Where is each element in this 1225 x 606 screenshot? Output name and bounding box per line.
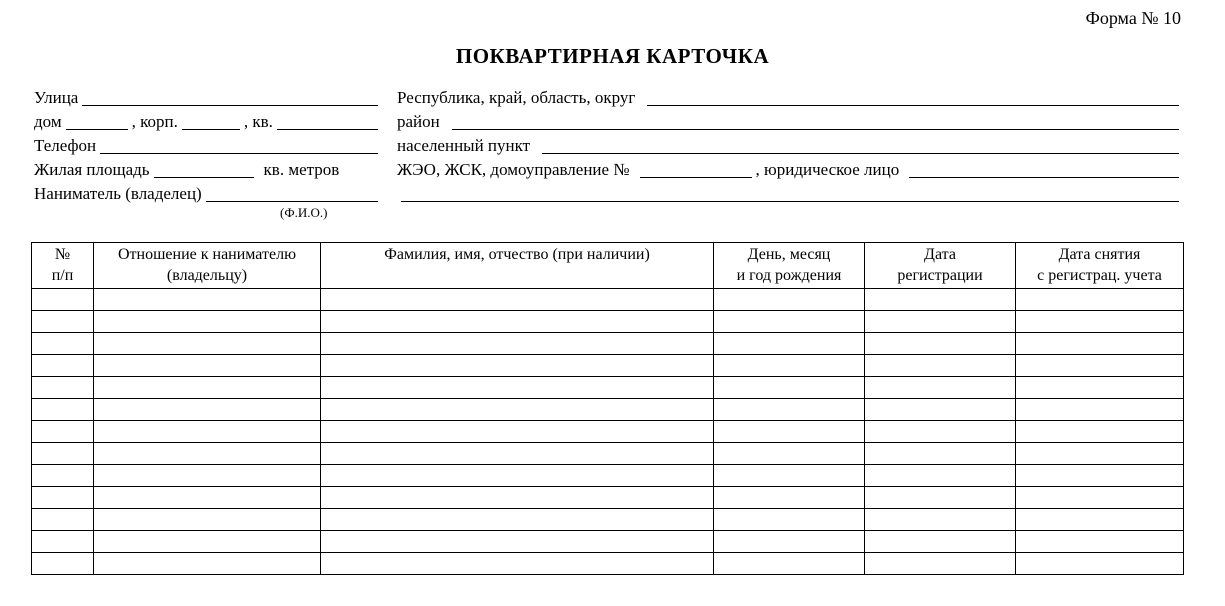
table-cell[interactable] [321,487,714,509]
table-cell[interactable] [714,399,865,421]
table-cell[interactable] [32,399,94,421]
apartment-field[interactable] [277,111,378,130]
table-cell[interactable] [1016,421,1184,443]
header-line: (владельцу) [166,267,248,284]
header-line: регистрации [897,267,983,284]
extra-line-field[interactable] [401,183,1179,202]
table-cell[interactable] [714,553,865,575]
living-area-label: Жилая площадь [34,160,150,179]
table-cell[interactable] [714,465,865,487]
table-cell[interactable] [94,509,321,531]
table-cell[interactable] [865,509,1016,531]
col-fullname-header [321,243,714,289]
street-label: Улица [34,88,79,107]
house-label: дом [34,112,62,131]
table-cell[interactable] [714,311,865,333]
tenant-row [34,180,382,204]
table-cell[interactable] [321,289,714,311]
table-cell[interactable] [32,531,94,553]
header-line: п/п [51,267,74,284]
header-line: Отношение к нанимателю [117,246,297,263]
table-cell[interactable] [321,421,714,443]
phone-label: Телефон [34,136,97,155]
table-row [32,399,1184,421]
table-row [32,421,1184,443]
table-cell[interactable] [94,421,321,443]
housing-office-label: ЖЭО, ЖСК, домоуправление № [397,160,630,179]
living-area-field[interactable] [154,159,254,178]
phone-field[interactable] [100,135,378,154]
table-cell[interactable] [321,465,714,487]
building-field[interactable] [182,111,240,130]
form-number: Форма № 10 [1085,8,1181,28]
table-cell[interactable] [1016,487,1184,509]
table-row [32,553,1184,575]
region-field[interactable] [647,87,1179,106]
table-cell[interactable] [1016,289,1184,311]
table-row [32,377,1184,399]
district-field[interactable] [452,111,1179,130]
apartment-label: , кв. [243,112,273,131]
street-field[interactable] [82,87,378,106]
tenant-field[interactable] [206,183,378,202]
table-cell[interactable] [94,355,321,377]
table-cell[interactable] [1016,377,1184,399]
header-line: Дата [924,246,956,263]
table-cell[interactable] [321,443,714,465]
table-cell[interactable] [321,333,714,355]
table-cell[interactable] [94,399,321,421]
locality-label: населенный пункт [397,136,531,155]
table-cell[interactable] [32,333,94,355]
house-field[interactable] [66,111,128,130]
col-birthdate-header [714,243,865,289]
table-cell[interactable] [32,487,94,509]
table-cell[interactable] [321,399,714,421]
table-cell[interactable] [32,553,94,575]
col-relation-header [94,243,321,289]
table-cell[interactable] [94,311,321,333]
table-cell[interactable] [865,355,1016,377]
table-cell[interactable] [32,465,94,487]
residents-table [31,242,1184,575]
region-row [397,84,1183,108]
table-cell[interactable] [865,311,1016,333]
page-title: ПОКВАРТИРНАЯ КАРТОЧКА [455,44,770,68]
table-cell[interactable] [32,443,94,465]
table-cell[interactable] [1016,443,1184,465]
table-cell[interactable] [1016,355,1184,377]
table-cell[interactable] [865,531,1016,553]
table-cell[interactable] [321,377,714,399]
tenant-label: Наниматель (владелец) [34,184,202,203]
table-row [32,289,1184,311]
table-cell[interactable] [1016,311,1184,333]
living-area-row [34,156,382,180]
table-row [32,443,1184,465]
table-cell[interactable] [714,531,865,553]
table-cell[interactable] [714,509,865,531]
table-cell[interactable] [94,289,321,311]
phone-row [34,132,382,156]
house-row [34,108,382,132]
col-deregistration-date-header [1016,243,1184,289]
table-cell[interactable] [94,553,321,575]
building-label: , корп. [131,112,178,131]
region-label: Республика, край, область, округ [397,88,636,107]
table-cell[interactable] [865,421,1016,443]
table-cell[interactable] [865,487,1016,509]
table-cell[interactable] [865,553,1016,575]
tenant-hint: (Ф.И.О.) [280,205,328,220]
table-cell[interactable] [321,553,714,575]
table-cell[interactable] [32,377,94,399]
table-row [32,355,1184,377]
table-cell[interactable] [865,289,1016,311]
header-line: Фамилия, имя, отчество (при наличии) [384,246,650,263]
table-cell[interactable] [321,311,714,333]
table-cell[interactable] [714,421,865,443]
table-cell[interactable] [1016,531,1184,553]
district-row [397,108,1183,132]
header-line: и год рождения [736,267,842,284]
table-header-row [32,243,1184,289]
table-body [32,289,1184,575]
table-cell[interactable] [94,443,321,465]
col-registration-date-header [865,243,1016,289]
table-cell[interactable] [94,487,321,509]
table-cell[interactable] [714,443,865,465]
table-row [32,531,1184,553]
table-cell[interactable] [714,289,865,311]
table-cell[interactable] [321,531,714,553]
table-cell[interactable] [321,355,714,377]
table-cell[interactable] [32,311,94,333]
table-cell[interactable] [321,509,714,531]
header-line: День, месяц [747,246,831,263]
table-cell[interactable] [94,465,321,487]
table-row [32,509,1184,531]
table-cell[interactable] [94,333,321,355]
housing-office-row [397,156,1183,180]
table-cell[interactable] [1016,553,1184,575]
table-cell[interactable] [32,509,94,531]
street-row [34,84,382,108]
table-cell[interactable] [1016,465,1184,487]
header-line: № [54,246,71,263]
locality-row [397,132,1183,156]
table-cell[interactable] [865,443,1016,465]
locality-field[interactable] [542,135,1179,154]
header-line: с регистрац. учета [1037,267,1162,284]
housing-office-number-field[interactable] [640,159,752,178]
legal-entity-label: , юридическое лицо [755,160,900,179]
table-cell[interactable] [1016,509,1184,531]
table-cell[interactable] [94,531,321,553]
col-number-header [32,243,94,289]
area-unit-label: кв. метров [263,160,340,179]
table-cell[interactable] [94,377,321,399]
table-cell[interactable] [1016,333,1184,355]
address-fields [0,84,1225,224]
district-label: район [397,112,440,131]
table-row [32,465,1184,487]
table-cell[interactable] [865,377,1016,399]
legal-entity-field[interactable] [909,159,1179,178]
table-cell[interactable] [1016,399,1184,421]
table-cell[interactable] [714,333,865,355]
table-cell[interactable] [32,355,94,377]
table-cell[interactable] [714,377,865,399]
table-row [32,487,1184,509]
table-cell[interactable] [32,421,94,443]
table-cell[interactable] [714,355,865,377]
extra-line-row [397,180,1183,204]
table-cell[interactable] [865,465,1016,487]
table-cell[interactable] [865,333,1016,355]
table-row [32,311,1184,333]
header-line: Дата снятия [1058,246,1141,263]
table-cell[interactable] [32,289,94,311]
table-cell[interactable] [714,487,865,509]
table-row [32,333,1184,355]
table-cell[interactable] [865,399,1016,421]
